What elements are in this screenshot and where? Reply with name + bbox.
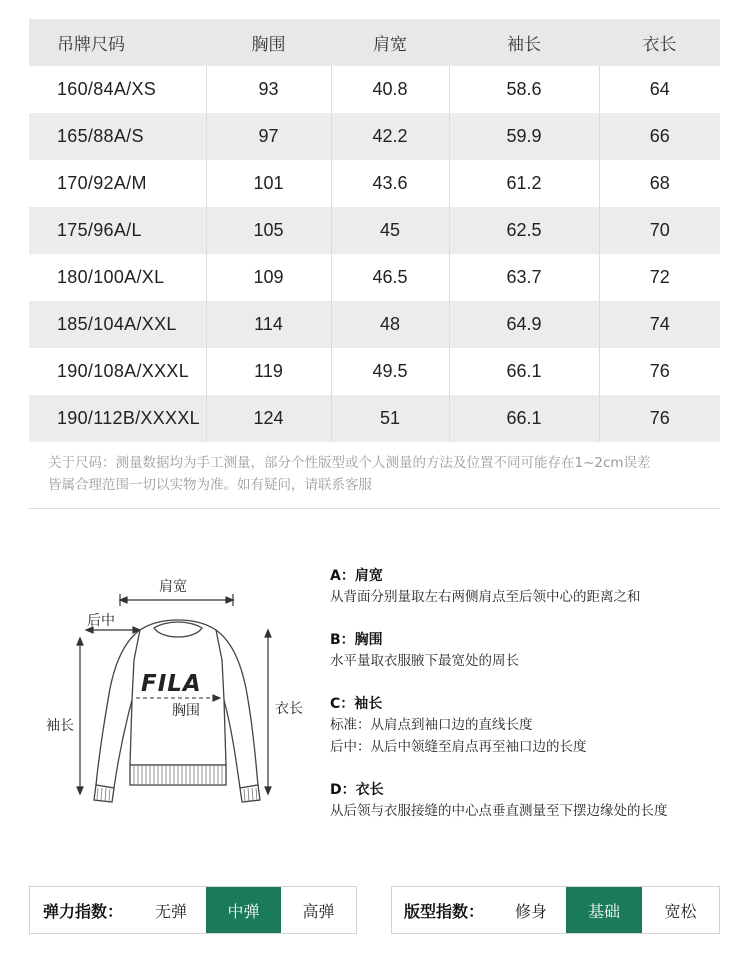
cell-chest: 101 (206, 160, 331, 207)
cell-sleeve: 61.2 (449, 160, 599, 207)
cell-length: 64 (599, 66, 720, 113)
header-size: 吊牌尺码 (29, 19, 206, 66)
header-sleeve: 袖长 (449, 19, 599, 66)
cell-chest: 114 (206, 301, 331, 348)
table-row (29, 160, 720, 207)
section-divider (29, 508, 720, 509)
cell-length: 76 (599, 348, 720, 395)
label-chest: 胸围 (172, 703, 200, 719)
measurement-diagram (40, 560, 330, 810)
table-row (29, 348, 720, 395)
cell-sleeve: 58.6 (449, 66, 599, 113)
elasticity-option-high[interactable]: 高弹 (302, 901, 335, 921)
definition-shoulder (330, 566, 730, 608)
disclaimer-line-1: 关于尺码：测量数据均为手工测量，部分个性版型或个人测量的方法及位置不同可能存在1~2cm误差 (48, 455, 651, 471)
definition-title: D：衣长 (330, 782, 384, 798)
cell-length: 76 (599, 395, 720, 442)
elasticity-option-none[interactable]: 无弹 (154, 901, 187, 921)
cell-shoulder: 42.2 (331, 113, 449, 160)
definition-text: 从背面分别量取左右两侧肩点至后领中心的距离之和 (330, 589, 641, 605)
definition-title: C：袖长 (330, 696, 383, 712)
cell-shoulder: 49.5 (331, 348, 449, 395)
cell-chest: 97 (206, 113, 331, 160)
definition-title: A：肩宽 (330, 568, 383, 584)
definition-text: 后中：从后中领缝至肩点再至袖口边的长度 (330, 739, 587, 755)
cell-length: 68 (599, 160, 720, 207)
elasticity-label: 弹力指数： (42, 901, 123, 921)
header-chest: 胸围 (206, 19, 331, 66)
cell-shoulder: 45 (331, 207, 449, 254)
header-length: 衣长 (599, 19, 720, 66)
cell-shoulder: 43.6 (331, 160, 449, 207)
cell-size: 160/84A/XS (29, 66, 206, 113)
definition-title: B：胸围 (330, 632, 383, 648)
fit-option-regular[interactable]: 基础 (566, 887, 642, 933)
cell-size: 170/92A/M (29, 160, 206, 207)
label-length: 衣长 (275, 701, 303, 717)
label-shoulder: 肩宽 (159, 579, 187, 595)
table-row (29, 207, 720, 254)
cell-sleeve: 62.5 (449, 207, 599, 254)
logo-fila: FILA (141, 671, 202, 697)
cell-chest: 105 (206, 207, 331, 254)
cell-length: 66 (599, 113, 720, 160)
table-row (29, 66, 720, 113)
definition-text: 水平量取衣服腋下最宽处的周长 (330, 653, 519, 669)
cell-size: 190/108A/XXXL (29, 348, 206, 395)
definition-chest (330, 630, 730, 672)
cell-sleeve: 63.7 (449, 254, 599, 301)
table-row (29, 254, 720, 301)
cell-size: 175/96A/L (29, 207, 206, 254)
measurement-definitions (330, 566, 730, 844)
table-row (29, 395, 720, 442)
cell-size: 165/88A/S (29, 113, 206, 160)
cell-chest: 119 (206, 348, 331, 395)
cell-sleeve: 64.9 (449, 301, 599, 348)
cell-sleeve: 66.1 (449, 395, 599, 442)
label-sleeve: 袖长 (46, 718, 74, 734)
size-chart-table (29, 19, 720, 442)
fit-option-slim[interactable]: 修身 (514, 901, 547, 921)
cell-size: 185/104A/XXL (29, 301, 206, 348)
cell-sleeve: 66.1 (449, 348, 599, 395)
definition-length (330, 780, 730, 822)
header-shoulder: 肩宽 (331, 19, 449, 66)
cell-length: 70 (599, 207, 720, 254)
size-disclaimer (48, 452, 728, 496)
cell-chest: 93 (206, 66, 331, 113)
table-row (29, 113, 720, 160)
fit-index (391, 886, 720, 934)
elasticity-index (29, 886, 357, 934)
cell-shoulder: 40.8 (331, 66, 449, 113)
cell-shoulder: 51 (331, 395, 449, 442)
cell-size: 180/100A/XL (29, 254, 206, 301)
cell-chest: 124 (206, 395, 331, 442)
fit-label: 版型指数： (403, 901, 484, 921)
cell-length: 74 (599, 301, 720, 348)
elasticity-option-medium[interactable]: 中弹 (206, 887, 281, 933)
cell-size: 190/112B/XXXXL (29, 395, 206, 442)
definition-sleeve (330, 694, 730, 758)
cell-sleeve: 59.9 (449, 113, 599, 160)
cell-chest: 109 (206, 254, 331, 301)
label-back-center: 后中 (87, 613, 115, 629)
definition-text: 从后领与衣服接缝的中心点垂直测量至下摆边缘处的长度 (330, 803, 668, 819)
disclaimer-line-2: 皆属合理范围一切以实物为准。如有疑问，请联系客服 (48, 477, 372, 493)
table-row (29, 301, 720, 348)
fit-option-loose[interactable]: 宽松 (664, 901, 697, 921)
definition-text: 标准：从肩点到袖口边的直线长度 (330, 717, 533, 733)
cell-shoulder: 48 (331, 301, 449, 348)
table-header-row (29, 19, 720, 66)
cell-length: 72 (599, 254, 720, 301)
cell-shoulder: 46.5 (331, 254, 449, 301)
